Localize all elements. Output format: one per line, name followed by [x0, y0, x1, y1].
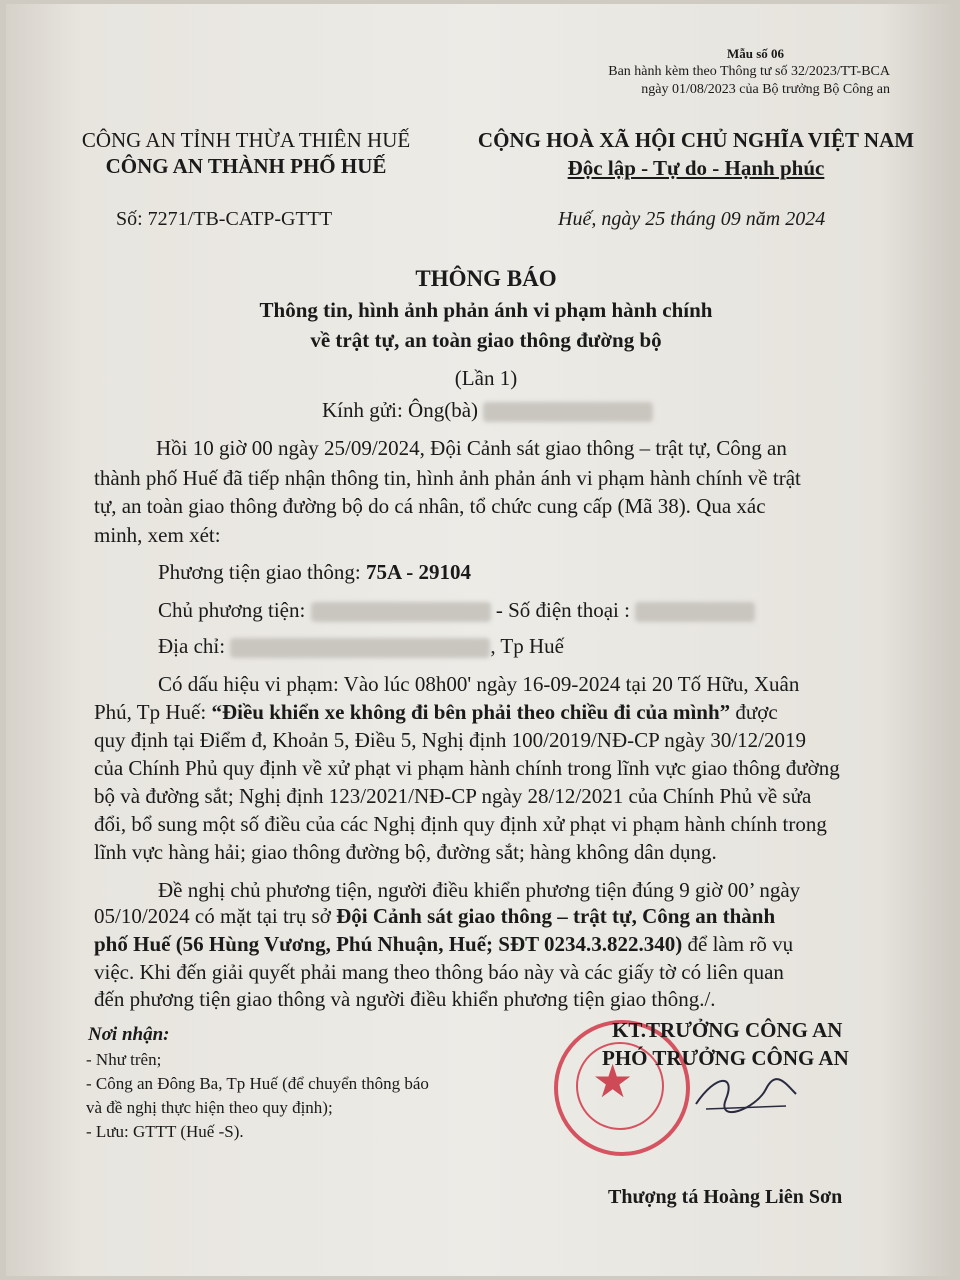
request-l2: 05/10/2024 có mặt tại trụ sở Đội Cảnh sát giao thông – trật tự, Công an thành: [94, 904, 776, 928]
subtitle-line2: về trật tự, an toàn giao thông đường bộ: [310, 328, 662, 352]
owner-line: Chủ phương tiện: - Số điện thoại :: [158, 598, 755, 623]
violation-l3: quy định tại Điểm đ, Khoản 5, Điều 5, Nghị định 100/2019/NĐ-CP ngày 30/12/2019: [94, 728, 807, 752]
document-date: Huế, ngày 25 tháng 09 năm 2024: [558, 208, 826, 230]
subtitle-line1: Thông tin, hình ảnh phản ánh vi phạm hành chính: [259, 298, 713, 322]
violation-l1: Có dấu hiệu vi phạm: Vào lúc 08h00' ngày 16-09-2024 tại 20 Tố Hữu, Xuân: [158, 672, 800, 696]
signer-role1: KT.TRƯỞNG CÔNG AN: [612, 1018, 843, 1042]
signer-role2: PHÓ TRƯỞNG CÔNG AN: [602, 1046, 849, 1070]
redacted-address: [230, 638, 490, 658]
recipient-item-2: - Công an Đông Ba, Tp Huế (để chuyển thông báo: [86, 1074, 429, 1093]
paragraph-intro-l2: thành phố Huế đã tiếp nhận thông tin, hình ảnh phản ánh vi phạm hành chính về trật: [94, 466, 801, 490]
vehicle-line: Phương tiện giao thông: 75A - 29104: [158, 560, 471, 584]
redacted-phone: [635, 602, 755, 622]
nation-motto: Độc lập - Tự do - Hạnh phúc: [567, 156, 825, 180]
violation-l6: đổi, bổ sung một số điều của các Nghị định quy định xử phạt vi phạm hành chính trong: [94, 812, 827, 836]
recipient-line: Kính gửi: Ông(bà): [322, 398, 653, 423]
violation-l5: bộ và đường sắt; Nghị định 123/2021/NĐ-CP ngày 28/12/2021 của Chính Phủ về sửa: [94, 784, 812, 808]
official-seal-stamp: ★: [554, 1020, 690, 1156]
form-issued-line2: ngày 01/08/2023 của Bộ trưởng Bộ Công an: [641, 82, 890, 97]
paragraph-intro-l1: Hồi 10 giờ 00 ngày 25/09/2024, Đội Cảnh sát giao thông – trật tự, Công an: [156, 436, 787, 460]
document-title: THÔNG BÁO: [415, 266, 557, 291]
redacted-name: [483, 402, 653, 422]
signer-name: Thượng tá Hoàng Liên Sơn: [608, 1186, 843, 1208]
recipients-title: Nơi nhận:: [88, 1024, 170, 1045]
recipient-item-1: - Như trên;: [86, 1050, 162, 1069]
handwritten-signature: [686, 1064, 806, 1124]
vehicle-plate: 75A - 29104: [365, 560, 471, 584]
org-unit: CÔNG AN THÀNH PHỐ HUẾ: [105, 154, 387, 178]
redacted-owner: [311, 602, 491, 622]
form-number: Mẫu số 06: [726, 46, 784, 61]
violation-l4: của Chính Phủ quy định về xử phạt vi phạm hành chính trong lĩnh vực giao thông đường: [94, 756, 840, 780]
document-page: [6, 4, 954, 1276]
form-issued-line1: Ban hành kèm theo Thông tư số 32/2023/TT-BCA: [608, 64, 890, 79]
round-label: (Lần 1): [454, 366, 518, 390]
request-l4: việc. Khi đến giải quyết phải mang theo thông báo này và các giấy tờ có liên quan: [94, 960, 784, 984]
request-l3: phố Huế (56 Hùng Vương, Phú Nhuận, Huế; SĐT 0234.3.822.340) để làm rõ vụ: [94, 932, 794, 956]
paragraph-intro-l3: tự, an toàn giao thông đường bộ do cá nhân, tổ chức cung cấp (Mã 38). Qua xác: [94, 494, 766, 518]
address-line: Địa chỉ: , Tp Huế: [158, 634, 564, 658]
nation-name: CỘNG HOÀ XÃ HỘI CHỦ NGHĨA VIỆT NAM: [477, 128, 915, 152]
violation-l2: Phú, Tp Huế: “Điều khiển xe không đi bên phải theo chiều đi của mình” được: [94, 700, 778, 724]
request-l1: Đề nghị chủ phương tiện, người điều khiển phương tiện đúng 9 giờ 00’ ngày: [158, 878, 801, 902]
recipient-item-4: - Lưu: GTTT (Huế -S).: [86, 1122, 244, 1141]
paragraph-intro-l4: minh, xem xét:: [94, 523, 221, 547]
request-l5: đến phương tiện giao thông và người điều khiển phương tiện giao thông./.: [94, 987, 716, 1011]
org-parent: CÔNG AN TỈNH THỪA THIÊN HUẾ: [81, 128, 411, 152]
recipient-item-3: và đề nghị thực hiện theo quy định);: [86, 1098, 333, 1117]
document-number: Số: 7271/TB-CATP-GTTT: [116, 208, 333, 230]
violation-l7: lĩnh vực hàng hải; giao thông đường bộ, đường sắt; hàng không dân dụng.: [94, 840, 717, 864]
